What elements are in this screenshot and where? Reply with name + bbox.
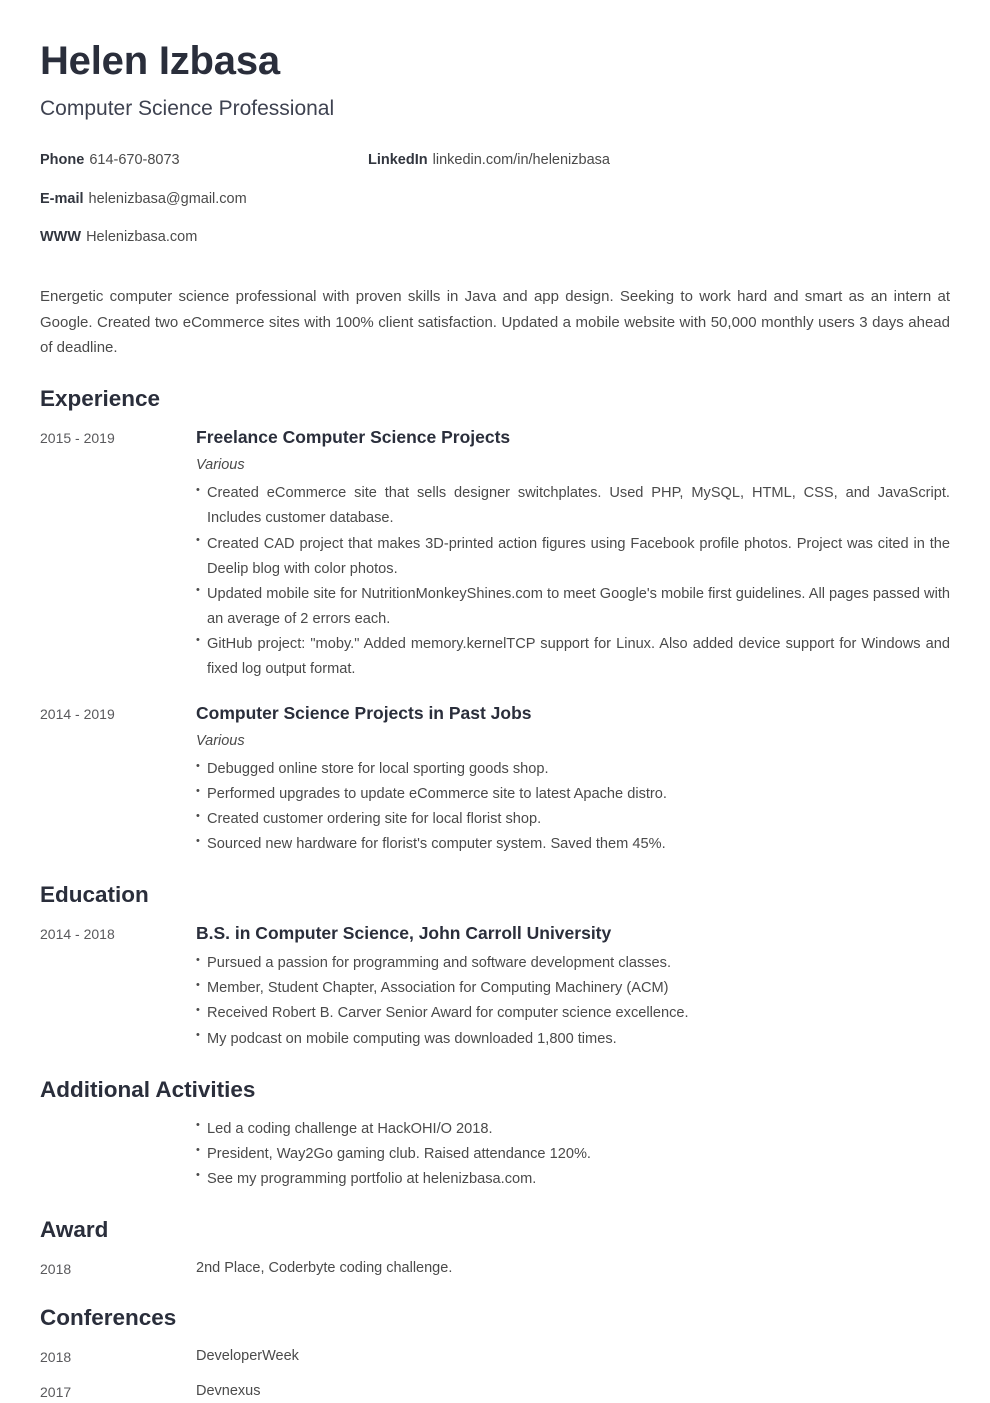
entry-title: Freelance Computer Science Projects <box>196 427 511 448</box>
entry-subtitle: Various <box>196 732 245 749</box>
www-label: WWW <box>40 229 82 246</box>
www-value[interactable]: Helenizbasa.com <box>86 229 198 246</box>
entry-text: DeveloperWeek <box>196 1347 299 1364</box>
list-item: • Sourced new hardware for florist's computer system. Saved them 45%. <box>196 832 950 857</box>
email-label: E-mail <box>40 190 84 207</box>
section-conferences <box>40 1304 950 1403</box>
entry-bullet-list <box>196 757 950 857</box>
entry-date: 2017 <box>40 1383 72 1400</box>
list-item: • Pursued a passion for programming and software development classes. <box>196 951 950 976</box>
experience-entry <box>40 702 950 857</box>
entry-body <box>196 426 950 682</box>
email-value[interactable]: helenizbasa@gmail.com <box>88 190 247 207</box>
contact-block <box>40 151 950 248</box>
section-title-experience: Experience <box>40 386 161 412</box>
list-item: • Created CAD project that makes 3D-printed action figures using Facebook profile photos. Project was cited in the Deelip blog with color photos. <box>196 532 950 582</box>
linkedin-value[interactable]: linkedin.com/in/helenizbasa <box>432 152 610 169</box>
contact-row-linkedin <box>368 151 610 171</box>
section-additional-activities <box>40 1076 950 1192</box>
list-item: • Performed upgrades to update eCommerce site to latest Apache distro. <box>196 782 950 807</box>
entry-spacer <box>40 686 950 702</box>
phone-label: Phone <box>40 152 85 169</box>
section-title-conferences: Conferences <box>40 1304 177 1330</box>
section-award <box>40 1216 950 1280</box>
list-item: • Debugged online store for local sporting goods shop. <box>196 757 950 782</box>
award-entry <box>40 1257 950 1280</box>
list-item: • Member, Student Chapter, Association for Computing Machinery (ACM) <box>196 976 950 1001</box>
list-item: • Led a coding challenge at HackOHI/O 2018. <box>196 1117 950 1142</box>
section-title-education: Education <box>40 882 149 908</box>
list-item: • Created customer ordering site for local florist shop. <box>196 807 950 832</box>
entry-title: B.S. in Computer Science, John Carroll University <box>196 923 612 944</box>
entry-date: 2018 <box>40 1260 72 1277</box>
candidate-job-title: Computer Science Professional <box>40 97 335 120</box>
entry-text: Devnexus <box>196 1382 261 1399</box>
entry-body <box>196 1380 950 1403</box>
entry-bullet-list <box>196 951 950 1051</box>
professional-summary: Energetic computer science professional with proven skills in Java and app design. Seeking to work hard and smart as an intern at Google. Created two eCommerce sites with 100% client satisfaction. Updated a mobile website with 50,000 monthly users 3 days ahead of deadline. <box>40 287 950 357</box>
section-title-award: Award <box>40 1216 109 1242</box>
entry-body <box>196 922 950 1051</box>
section-education <box>40 881 950 1051</box>
list-item: • Created eCommerce site that sells designer switchplates. Used PHP, MySQL, HTML, CSS, and JavaScript. Includes customer database. <box>196 481 950 531</box>
contact-row-www <box>40 228 370 248</box>
entry-date-empty <box>40 1117 196 1119</box>
list-item: • Received Robert B. Carver Senior Award for computer science excellence. <box>196 1001 950 1026</box>
entry-bullet-list <box>196 1117 950 1192</box>
entry-text: 2nd Place, Coderbyte coding challenge. <box>196 1259 453 1276</box>
list-item: • President, Way2Go gaming club. Raised attendance 120%. <box>196 1142 950 1167</box>
entry-body <box>196 702 950 857</box>
list-item: • Updated mobile site for NutritionMonkeyShines.com to meet Google's mobile first guidelines. All pages passed with an average of 2 errors each. <box>196 582 950 632</box>
entry-date: 2018 <box>40 1348 72 1365</box>
linkedin-label: LinkedIn <box>368 152 428 169</box>
contact-row-phone <box>40 151 370 171</box>
list-item: • See my programming portfolio at helenizbasa.com. <box>196 1167 950 1192</box>
education-entry <box>40 922 950 1051</box>
entry-date: 2015 - 2019 <box>40 430 115 447</box>
entry-date: 2014 - 2018 <box>40 926 115 943</box>
section-title-additional-activities: Additional Activities <box>40 1076 256 1102</box>
entry-body <box>196 1257 950 1280</box>
entry-body <box>196 1117 950 1192</box>
list-item: • My podcast on mobile computing was downloaded 1,800 times. <box>196 1027 950 1052</box>
entry-subtitle: Various <box>196 457 245 474</box>
section-experience <box>40 385 950 857</box>
entry-bullet-list <box>196 481 950 682</box>
contact-row-email <box>40 190 370 210</box>
conference-entry <box>40 1380 950 1403</box>
list-item: • GitHub project: "moby." Added memory.kernelTCP support for Linux. Also added device support for Windows and fixed log output format. <box>196 632 950 682</box>
phone-value: 614-670-8073 <box>89 152 180 169</box>
contact-left-column <box>40 151 370 248</box>
conference-entry <box>40 1345 950 1368</box>
entry-spacer <box>40 1372 950 1380</box>
entry-title: Computer Science Projects in Past Jobs <box>196 703 532 724</box>
experience-entry <box>40 426 950 682</box>
candidate-name: Helen Izbasa <box>40 39 280 83</box>
additional-activities-entry <box>40 1117 950 1192</box>
entry-body <box>196 1345 950 1368</box>
entry-date: 2014 - 2019 <box>40 706 115 723</box>
